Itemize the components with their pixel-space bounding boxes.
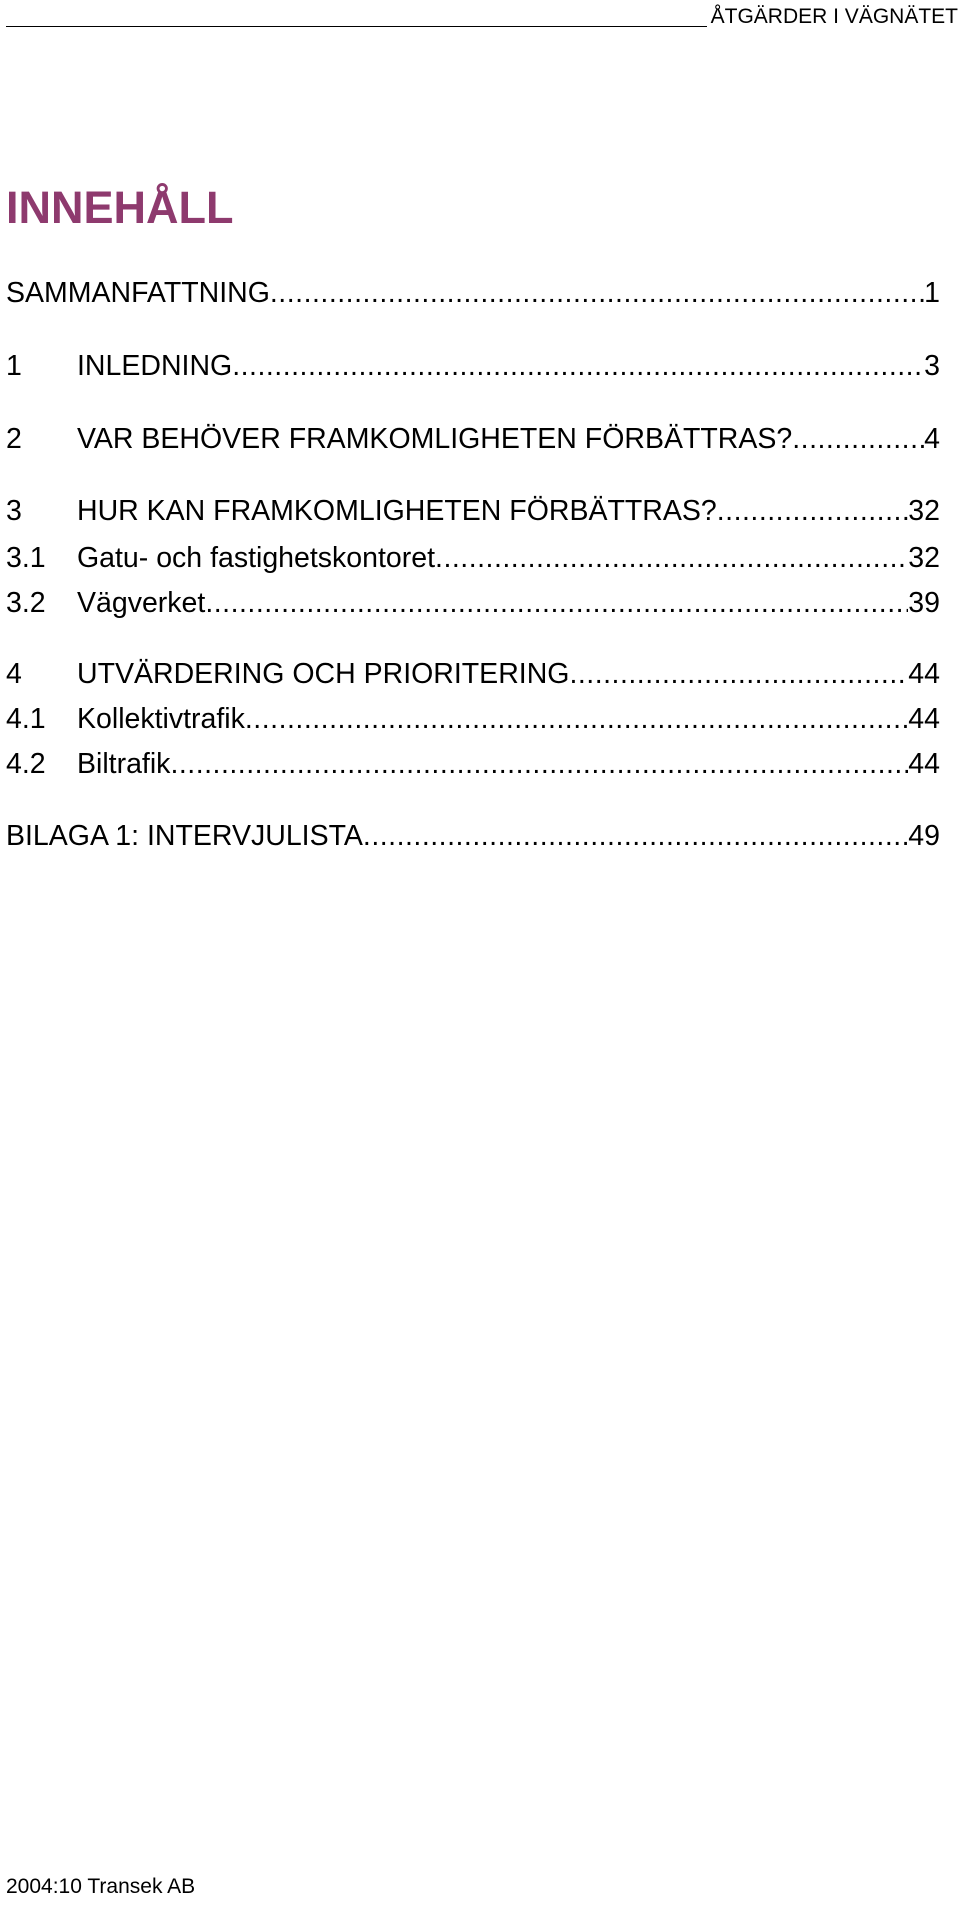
toc-entry-gatu[interactable]: [6, 540, 940, 576]
toc-heading: INNEHÅLL: [6, 182, 234, 233]
toc-entry-title: Kollektivtrafik: [77, 703, 245, 735]
toc-entry-page: 44: [908, 703, 940, 735]
toc-leader-dots: [717, 493, 909, 529]
toc-entry-number: 3: [6, 495, 22, 527]
toc-leader-dots: [435, 540, 908, 576]
toc-entry-number: 4.1: [6, 703, 46, 735]
running-header: [6, 4, 958, 30]
toc-entry-kollektivtrafik[interactable]: [6, 701, 940, 737]
header-rule: [6, 26, 707, 27]
toc-entry-number: 2: [6, 423, 22, 455]
toc-entry-biltrafik[interactable]: [6, 746, 940, 782]
toc-entry-title: VAR BEHÖVER FRAMKOMLIGHETEN FÖRBÄTTRAS?: [77, 423, 793, 455]
toc-entry-title: Biltrafik: [77, 748, 171, 780]
toc-entry-hur-kan[interactable]: [6, 493, 940, 529]
page-footer: 2004:10 Transek AB: [6, 1875, 196, 1898]
toc-entry-number: 3.1: [6, 542, 46, 574]
toc-leader-dots: [270, 275, 924, 311]
toc-entry-number: 4: [6, 658, 22, 690]
toc-entry-vagverket[interactable]: [6, 585, 940, 621]
toc-entry-sammanfattning[interactable]: [6, 275, 940, 311]
toc-entry-title: UTVÄRDERING OCH PRIORITERING: [77, 658, 570, 690]
toc-entry-title: Gatu- och fastighetskontoret: [77, 542, 436, 574]
toc-entry-title: INLEDNING: [77, 350, 233, 382]
toc-entry-inledning[interactable]: [6, 348, 940, 384]
toc-leader-dots: [232, 348, 924, 384]
toc-entry-page: 44: [908, 748, 940, 780]
toc-entry-page: 49: [908, 820, 940, 852]
toc-entry-page: 32: [908, 542, 940, 574]
toc-entry-page: 3: [924, 350, 940, 382]
toc-entry-page: 1: [924, 277, 940, 309]
toc-leader-dots: [792, 421, 924, 457]
toc-entry-title: HUR KAN FRAMKOMLIGHETEN FÖRBÄTTRAS?: [77, 495, 717, 527]
toc-entry-title: Vägverket: [77, 587, 206, 619]
toc-leader-dots: [205, 585, 908, 621]
toc-leader-dots: [569, 656, 908, 692]
toc-entry-number: 1: [6, 350, 22, 382]
toc-entry-bilaga-1[interactable]: [6, 818, 940, 854]
toc-leader-dots: [245, 701, 908, 737]
header-title: ÅTGÄRDER I VÄGNÄTET: [710, 5, 958, 28]
toc-leader-dots: [363, 818, 908, 854]
toc-entry-number: 3.2: [6, 587, 46, 619]
toc-entry-utvardering[interactable]: [6, 656, 940, 692]
toc-entry-page: 4: [924, 423, 940, 455]
toc-entry-page: 32: [908, 495, 940, 527]
toc-entry-page: 39: [908, 587, 940, 619]
toc-entry-var-behover[interactable]: [6, 421, 940, 457]
toc-entry-title: BILAGA 1: INTERVJULISTA: [6, 820, 363, 852]
toc-entry-page: 44: [908, 658, 940, 690]
toc-entry-number: 4.2: [6, 748, 46, 780]
toc-entry-title: SAMMANFATTNING: [6, 277, 270, 309]
toc-leader-dots: [170, 746, 908, 782]
